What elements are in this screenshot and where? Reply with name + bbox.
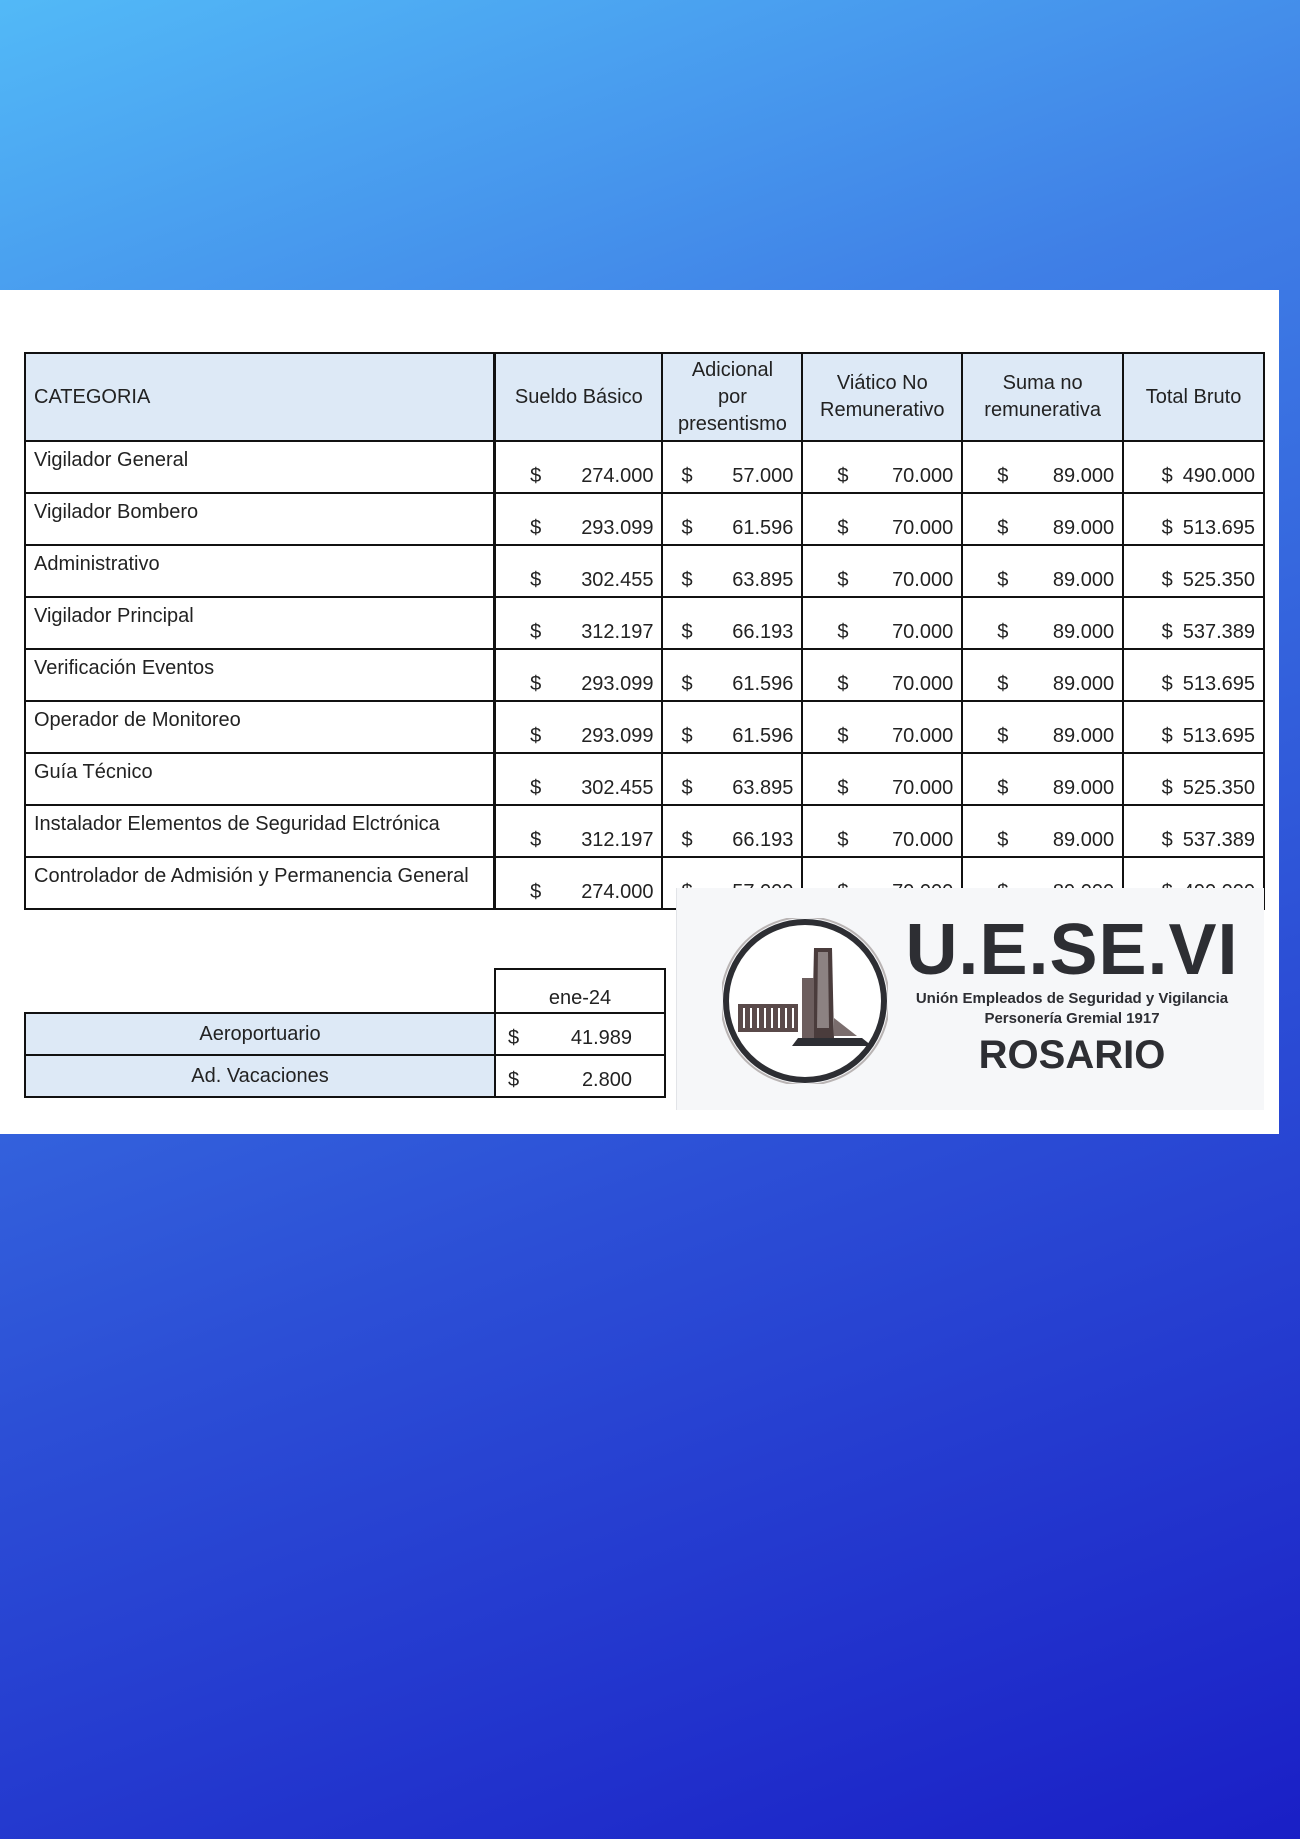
cell-sueldo [495,753,663,805]
amount: 525.350 [1182,569,1255,591]
amount: 302.455 [581,777,654,799]
currency-symbol: $ [530,881,542,903]
extras-label: Aeroportuario [25,1013,495,1055]
amount: 513.695 [1182,517,1255,539]
currency-symbol: $ [530,621,542,643]
currency-symbol: $ [837,725,849,747]
cell-adicional [662,493,802,545]
cell-suma [962,597,1123,649]
cell-viatico [802,441,962,493]
header-categoria: CATEGORIA [25,353,495,441]
cell-total [1123,753,1264,805]
cell-categoria: Controlador de Admisión y Permanencia General [25,857,495,909]
cell-viatico [802,545,962,597]
cell-sueldo [495,493,663,545]
table-row [25,545,1264,597]
cell-categoria: Instalador Elementos de Seguridad Elctrónica [25,805,495,857]
currency-symbol: $ [997,829,1009,851]
currency-symbol: $ [1161,465,1173,487]
table-row [25,1013,665,1055]
amount: 274.000 [581,881,654,903]
currency-symbol: $ [681,673,693,695]
currency-symbol: $ [530,569,542,591]
salary-table [24,352,1265,910]
cell-suma [962,701,1123,753]
cell-viatico [802,701,962,753]
amount: 70.000 [892,673,954,695]
currency-symbol: $ [508,1069,520,1091]
cell-total [1123,493,1264,545]
currency-symbol: $ [997,777,1009,799]
logo-acronym: U.E.SE.VI [905,910,1239,990]
cell-total [1123,649,1264,701]
header-total-bruto: Total Bruto [1123,353,1264,441]
cell-sueldo [495,857,663,909]
currency-symbol: $ [837,465,849,487]
amount: 312.197 [581,829,654,851]
currency-symbol: $ [837,673,849,695]
amount: 57.000 [732,465,794,487]
currency-symbol: $ [1161,777,1173,799]
cell-categoria: Administrativo [25,545,495,597]
table-row [25,493,1264,545]
amount: 63.895 [732,569,794,591]
cell-adicional [662,649,802,701]
amount: 490.000 [1182,465,1255,487]
amount: 61.596 [732,725,794,747]
cell-categoria: Operador de Monitoreo [25,701,495,753]
cell-suma [962,805,1123,857]
currency-symbol: $ [1161,829,1173,851]
amount: 293.099 [581,517,654,539]
amount: 61.596 [732,517,794,539]
currency-symbol: $ [530,829,542,851]
table-row [25,753,1264,805]
salary-sheet [0,290,1279,1134]
header-sueldo-basico: Sueldo Básico [495,353,663,441]
amount: 70.000 [892,465,954,487]
currency-symbol: $ [681,517,693,539]
cell-sueldo [495,701,663,753]
extras-month: ene-24 [495,969,665,1013]
cell-categoria: Vigilador Principal [25,597,495,649]
currency-symbol: $ [681,829,693,851]
table-row [25,805,1264,857]
cell-suma [962,441,1123,493]
amount: 537.389 [1182,621,1255,643]
currency-symbol: $ [681,621,693,643]
extras-value: 2.800 [581,1069,632,1091]
logo-text [897,912,1247,1078]
cell-viatico [802,649,962,701]
table-row [25,441,1264,493]
amount: 70.000 [892,725,954,747]
cell-sueldo [495,441,663,493]
amount: 537.389 [1182,829,1255,851]
amount: 513.695 [1182,725,1255,747]
header-viatico: Viático No Remunerativo [802,353,962,441]
amount: 61.596 [732,673,794,695]
table-row [25,597,1264,649]
currency-symbol: $ [1161,621,1173,643]
amount: 63.895 [732,777,794,799]
currency-symbol: $ [837,621,849,643]
cell-sueldo [495,545,663,597]
amount: 89.000 [1052,777,1115,799]
amount: 70.000 [892,829,954,851]
currency-symbol: $ [508,1027,520,1049]
cell-viatico [802,805,962,857]
currency-symbol: $ [997,569,1009,591]
amount: 89.000 [1052,725,1115,747]
cell-viatico [802,493,962,545]
extras-value: 41.989 [570,1027,632,1049]
amount: 513.695 [1182,673,1255,695]
currency-symbol: $ [997,725,1009,747]
cell-adicional [662,805,802,857]
currency-symbol: $ [997,673,1009,695]
extras-header-row [25,969,665,1013]
amount: 66.193 [732,829,794,851]
currency-symbol: $ [681,725,693,747]
currency-symbol: $ [530,517,542,539]
cell-total [1123,545,1264,597]
extras-label: Ad. Vacaciones [25,1055,495,1097]
currency-symbol: $ [530,465,542,487]
amount: 293.099 [581,673,654,695]
cell-adicional [662,441,802,493]
cell-sueldo [495,597,663,649]
header-suma: Suma no remunerativa [962,353,1123,441]
amount: 70.000 [892,569,954,591]
amount: 70.000 [892,517,954,539]
amount: 89.000 [1052,829,1115,851]
cell-categoria: Verificación Eventos [25,649,495,701]
table-row [25,701,1264,753]
currency-symbol: $ [997,465,1009,487]
currency-symbol: $ [837,569,849,591]
cell-total [1123,597,1264,649]
uesevi-logo [676,888,1264,1110]
header-adicional: Adicional por presentismo [662,353,802,441]
logo-city: ROSARIO [978,1033,1166,1077]
cell-sueldo [495,649,663,701]
currency-symbol: $ [997,621,1009,643]
cell-total [1123,441,1264,493]
cell-adicional [662,701,802,753]
currency-symbol: $ [681,777,693,799]
cell-suma [962,493,1123,545]
cell-suma [962,753,1123,805]
cell-suma [962,649,1123,701]
logo-subtitle-2: Personería Gremial 1917 [984,1010,1160,1027]
currency-symbol: $ [681,569,693,591]
extras-table [24,968,666,1098]
amount: 525.350 [1182,777,1255,799]
cell-sueldo [495,805,663,857]
amount: 70.000 [892,777,954,799]
currency-symbol: $ [997,517,1009,539]
currency-symbol: $ [681,465,693,487]
salary-table-header [25,353,1264,441]
cell-total [1123,805,1264,857]
cell-suma [962,545,1123,597]
amount: 89.000 [1052,673,1115,695]
amount: 312.197 [581,621,654,643]
cell-adicional [662,545,802,597]
cell-categoria: Guía Técnico [25,753,495,805]
currency-symbol: $ [530,777,542,799]
table-row [25,649,1264,701]
amount: 302.455 [581,569,654,591]
amount: 66.193 [732,621,794,643]
cell-total [1123,701,1264,753]
currency-symbol: $ [837,517,849,539]
currency-symbol: $ [1161,569,1173,591]
amount: 89.000 [1052,465,1115,487]
amount: 89.000 [1052,569,1115,591]
amount: 274.000 [581,465,654,487]
cell-adicional [662,597,802,649]
currency-symbol: $ [1161,673,1173,695]
cell-viatico [802,753,962,805]
currency-symbol: $ [530,673,542,695]
cell-viatico [802,597,962,649]
currency-symbol: $ [837,829,849,851]
logo-subtitle-1: Unión Empleados de Seguridad y Vigilancia [915,990,1229,1007]
amount: 89.000 [1052,517,1115,539]
amount: 293.099 [581,725,654,747]
cell-categoria: Vigilador General [25,441,495,493]
monument-emblem-icon [722,918,888,1084]
cell-adicional [662,753,802,805]
currency-symbol: $ [1161,725,1173,747]
currency-symbol: $ [1161,517,1173,539]
currency-symbol: $ [530,725,542,747]
table-row [25,1055,665,1097]
cell-categoria: Vigilador Bombero [25,493,495,545]
amount: 70.000 [892,621,954,643]
amount: 89.000 [1052,621,1115,643]
currency-symbol: $ [837,777,849,799]
